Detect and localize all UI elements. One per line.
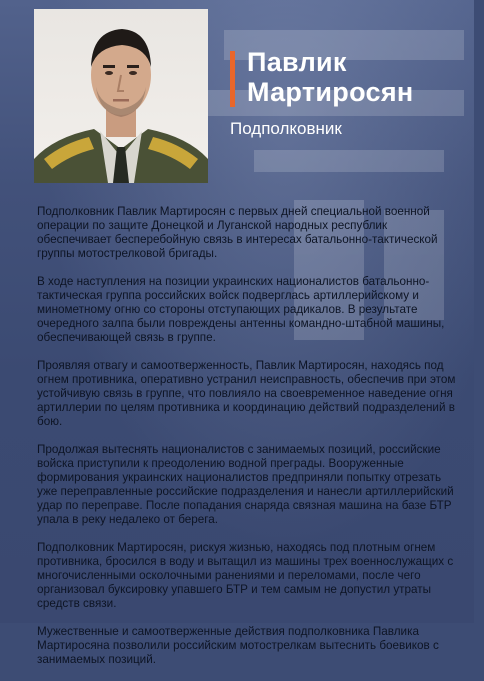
accent-bar: [230, 51, 235, 107]
biography: [37, 205, 462, 681]
bio-paragraph: Продолжая вытеснять националистов с занимаемых позиций, российские войска приступили к преодолению водной преграды. Вооруженные формирования украинских националистов предприняли попытку отрезать уже переправленные российские подразделения и нанесли артиллерийский удар по переправе. После попадания снаряда связная машина на базе БТР упала в реку недалеко от берега.: [37, 443, 454, 526]
portrait-photo: [34, 9, 208, 183]
rank-title: Подполковник: [230, 119, 342, 138]
bio-paragraph: Подполковник Мартиросян, рискуя жизнью, находясь под плотным огнем противника, бросился в воду и вытащил из машины трех военнослужащих с многочисленными осколочными ранениями и переломами, после чего организовал буксировку упавшего БТР и тем самым не допустил утраты средств связи.: [37, 541, 454, 610]
name-first: Павлик: [247, 47, 347, 77]
bio-paragraph: В ходе наступления на позиции украинских националистов батальонно-тактическая группа российских войск подверглась артиллерийскому и минометному огню со стороны отступающих радикалов. В результате очередного залпа были повреждены антенны командно-штабной машины, обеспечивающей связь в группе.: [37, 275, 445, 344]
name-last: Мартиросян: [247, 77, 414, 107]
soldier-portrait-icon: [34, 9, 208, 183]
person-name: [247, 47, 467, 107]
bio-paragraph: Мужественные и самоотверженные действия подполковника Павлика Мартиросяна позволили российским мотострелкам вытеснить боевиков с занимаемых позиций.: [37, 625, 439, 666]
bio-paragraph: Подполковник Павлик Мартиросян с первых дней специальной военной операции по защите Донецкой и Луганской народных республик обеспечивает бесперебойную связь в интересах батальонно-тактической группы мотострелковой бригады.: [37, 205, 438, 260]
bio-paragraph: Проявляя отвагу и самоотверженность, Павлик Мартиросян, находясь под огнем противника, оперативно устранил неисправность, обеспечив при этом устойчивую связь в группе, что повлияло на своевременное наведение огня артиллерии по целям противника и координацию действий подразделений в бою.: [37, 359, 456, 428]
